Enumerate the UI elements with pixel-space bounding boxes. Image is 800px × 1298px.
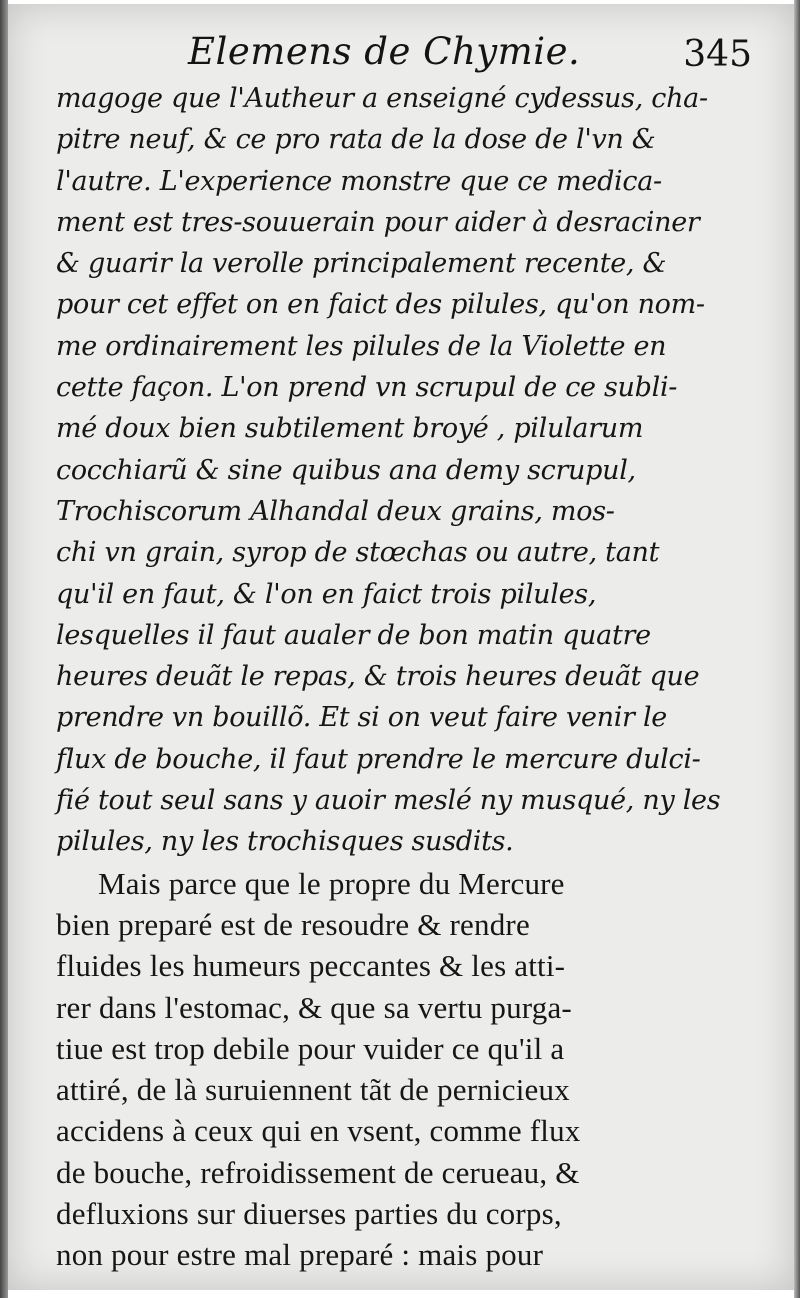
text-line: non pour estre mal preparé : mais pour <box>56 1237 544 1273</box>
page-edge-left <box>0 0 8 1298</box>
text-line: mé doux bien subtilement broyé , pilularum <box>56 413 644 445</box>
text-line: defluxions sur diuerses parties du corps, <box>56 1196 562 1232</box>
text-line: chi vn grain, syrop de stœchas ou autre, tant <box>56 537 660 569</box>
text-line: l'autre. L'experience monstre que ce medica- <box>56 165 662 197</box>
text-line: de bouche, refroidissement de cerueau, & <box>56 1154 580 1190</box>
text-line: me ordinairement les pilules de la Violette en <box>56 330 667 362</box>
text-line: pour cet effet on en faict des pilules, qu'on nom- <box>56 289 705 321</box>
text-line: fluides les humeurs peccantes & les atti- <box>56 948 566 984</box>
text-line: qu'il en faut, & l'on en faict trois pilules, <box>56 578 597 610</box>
text-line: flux de bouche, il faut prendre le mercure dulci- <box>56 743 701 775</box>
text-line: pitre neuf, & ce pro rata de la dose de l'vn & <box>56 124 656 156</box>
text-line: attiré, de là suruiennent tãt de pernicieux <box>56 1072 570 1108</box>
text-line: cocchiarũ & sine quibus ana demy scrupul, <box>56 454 636 486</box>
roman-paragraph <box>56 863 736 1276</box>
text-line: ment est tres-souuerain pour aider à desraciner <box>56 206 700 238</box>
book-page <box>8 4 794 1290</box>
text-line: rer dans l'estomac, & que sa vertu purga- <box>56 989 572 1025</box>
text-line: lesquelles il faut aualer de bon matin quatre <box>56 619 651 651</box>
body-text <box>56 78 736 1276</box>
text-line: cette façon. L'on prend vn scrupul de ce subli- <box>56 372 678 404</box>
text-line: heures deuãt le repas, & trois heures deuãt que <box>56 661 700 693</box>
text-line: fié tout seul sans y auoir meslé ny musqué, ny les <box>56 785 721 817</box>
page-edge-right <box>794 0 800 1298</box>
text-line: accidens à ceux qui en vsent, comme flux <box>56 1113 581 1149</box>
text-line: Trochiscorum Alhandal deux grains, mos- <box>56 495 615 527</box>
text-line: bien preparé est de resoudre & rendre <box>56 906 530 942</box>
text-line: tiue est trop debile pour vuider ce qu'il a <box>56 1030 565 1066</box>
italic-paragraph <box>56 78 736 863</box>
text-line: magoge que l'Autheur a enseigné cydessus, cha- <box>56 83 708 114</box>
text-line: pilules, ny les trochisques susdits. <box>56 826 514 858</box>
text-line: Mais parce que le propre du Mercure <box>98 865 565 901</box>
page-number: 345 <box>683 34 752 75</box>
running-head: Elemens de Chymie. <box>188 30 581 73</box>
text-line: prendre vn bouillõ. Et si on veut faire venir le <box>56 702 667 734</box>
text-line: & guarir la verolle principalement recente, & <box>56 248 667 280</box>
